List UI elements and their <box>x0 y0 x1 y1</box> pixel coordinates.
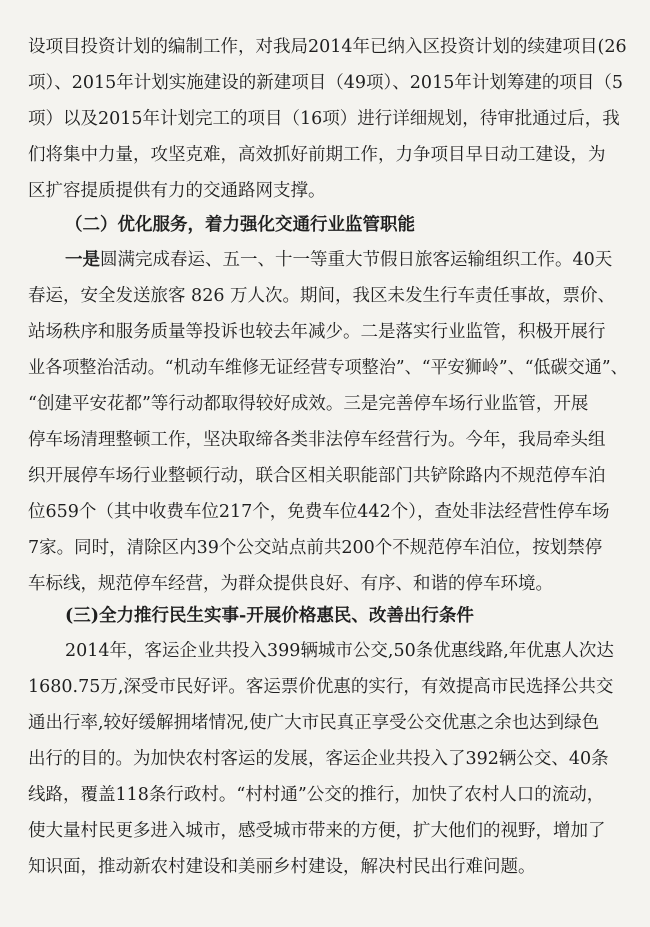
text-span: 车标线，规范停车经营，为群众提供良好、有序、和谐的停车环境。 <box>28 574 553 594</box>
text-span: 出行的目的。为加快农村客运的发展，客运企业共投入了392辆公交、40条 <box>28 749 609 769</box>
text-line <box>28 108 628 130</box>
heading-text: (三)全力推行民生实事-开展价格惠民、改善出行条件 <box>65 606 474 626</box>
text-line <box>28 465 628 487</box>
text-line <box>28 676 628 698</box>
text-span: 春运，安全发送旅客 826 万人次。期间，我区未发生行车责任事故，票价、 <box>28 286 616 306</box>
lead-term: 一是 <box>65 250 100 270</box>
text-span: 站场秩序和服务质量等投诉也较去年减少。二是落实行业监管，积极开展行 <box>28 322 606 342</box>
text-line <box>28 144 628 166</box>
text-span: 圆满完成春运、五一、十一等重大节假日旅客运输组织工作。40天 <box>100 250 613 270</box>
text-span: 项）、2015年计划实施建设的新建项目（49项）、2015年计划筹建的项目（5 <box>28 73 623 93</box>
text-line <box>28 429 628 451</box>
text-span: 织开展停车场行业整顿行动，联合区相关职能部门共铲除路内不规范停车泊 <box>28 466 606 486</box>
text-span: 线路，覆盖118条行政村。“村村通”公交的推行，加快了农村人口的流动， <box>28 785 605 805</box>
text-span: 1680.75万,深受市民好评。客运票价优惠的实行，有效提高市民选择公共交 <box>28 677 614 697</box>
text-line <box>28 72 628 94</box>
text-line <box>28 712 628 734</box>
text-span: 7家。同时，清除区内39个公交站点前共200个不规范停车泊位，按划禁停 <box>28 538 603 558</box>
text-line <box>28 501 628 523</box>
text-line <box>65 249 625 271</box>
text-span: 项）以及2015年计划完工的项目（16项）进行详细规划，待审批通过后，我 <box>28 109 620 129</box>
section-heading <box>65 605 625 627</box>
text-line <box>28 36 628 58</box>
heading-text: （二）优化服务，着力强化交通行业监管职能 <box>65 215 415 235</box>
text-line <box>28 537 628 559</box>
text-span: 停车场清理整顿工作，坚决取缔各类非法停车经营行为。今年，我局牵头组 <box>28 430 606 450</box>
text-line <box>28 856 628 878</box>
text-span: 业各项整治活动。“机动车维修无证经营专项整治”、“平安狮岭”、“低碳交通”、 <box>28 358 628 378</box>
text-line <box>28 357 628 379</box>
text-span: 通出行率,较好缓解拥堵情况,使广大市民真正享受公交优惠之余也达到绿色 <box>28 713 600 733</box>
text-span: 使大量村民更多进入城市，感受城市带来的方便，扩大他们的视野，增加了 <box>28 821 606 841</box>
section-heading <box>65 214 625 236</box>
text-line <box>28 180 628 202</box>
text-span: “创建平安花都”等行动都取得较好成效。三是完善停车场行业监管，开展 <box>28 394 589 414</box>
text-span: 区扩容提质提供有力的交通路网支撑。 <box>28 181 326 201</box>
text-span: 位659个（其中收费车位217个，免费车位442个），查处非法经营性停车场 <box>28 502 610 522</box>
text-span: 知识面，推动新农村建设和美丽乡村建设，解决村民出行难问题。 <box>28 857 536 877</box>
text-span: 2014年，客运企业共投入399辆城市公交,50条优惠线路,年优惠人次达 <box>65 641 614 661</box>
text-line <box>28 573 628 595</box>
text-line <box>28 393 628 415</box>
text-line <box>65 640 625 662</box>
text-span: 们将集中力量，攻坚克难，高效抓好前期工作，力争项目早日动工建设，为 <box>28 145 606 165</box>
text-line <box>28 321 628 343</box>
text-span: 设项目投资计划的编制工作，对我局2014年已纳入区投资计划的续建项目(26 <box>28 37 627 57</box>
text-line <box>28 748 628 770</box>
text-line <box>28 784 628 806</box>
text-line <box>28 285 628 307</box>
text-line <box>28 820 628 842</box>
